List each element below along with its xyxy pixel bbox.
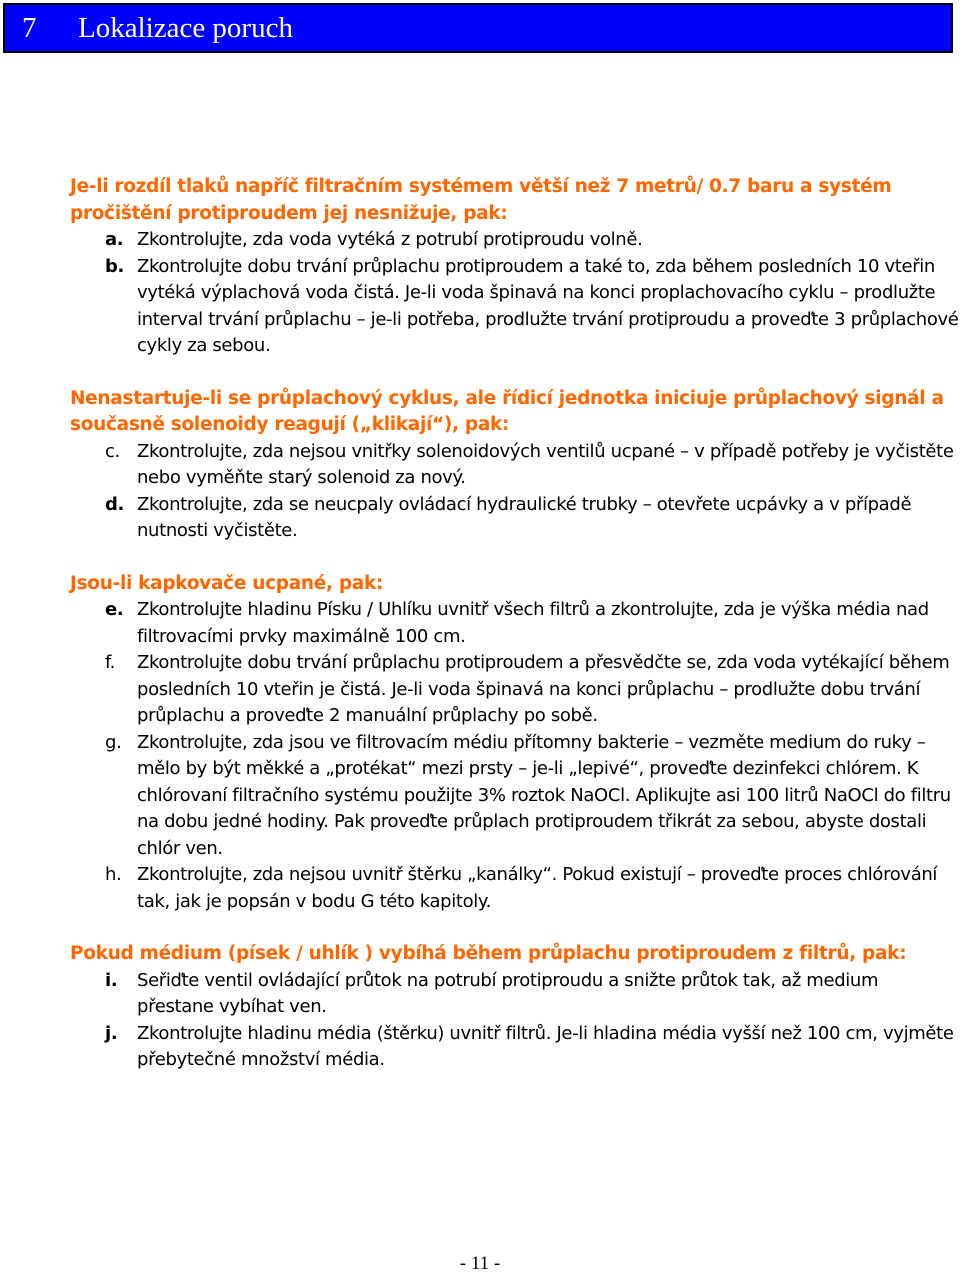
list-item-text: Zkontrolujte, zda se neucpaly ovládací hydraulické trubky – otevřete ucpávky a v případě nutnosti vyčistěte. bbox=[137, 493, 912, 541]
page-number: - 11 - bbox=[459, 1253, 501, 1274]
chapter-number: 7 bbox=[22, 12, 37, 44]
list-item bbox=[70, 439, 960, 492]
list-item-label: e. bbox=[105, 599, 124, 620]
list-item-label: h. bbox=[105, 864, 122, 885]
list-item-label: g. bbox=[105, 731, 122, 753]
list-item bbox=[70, 227, 960, 254]
list-item-label: c. bbox=[105, 440, 120, 462]
section-heading: Pokud médium (písek / uhlík ) vybíhá během průplachu protiproudem z filtrů, pak: bbox=[70, 943, 907, 964]
list-item-text: Zkontrolujte, zda voda vytéká z potrubí protiproudu volně. bbox=[137, 229, 643, 250]
list-item-text: Zkontrolujte dobu trvání průplachu protiproudem a také to, zda během posledních 10 vteřin vytéká výplachová voda čistá. Je-li voda špinavá na konci proplachovacího cyklu – prodlužte interval trvání průplachu – je-li potřeba, prodlužte trvání protiproudu a proveďte 3 průplachové cykly za sebou. bbox=[137, 255, 959, 356]
list-item bbox=[70, 968, 960, 1021]
list-item bbox=[70, 254, 960, 360]
list-item-label: i. bbox=[105, 969, 118, 991]
section-heading: Je-li rozdíl tlaků napříč filtračním systémem větší než 7 metrů/ 0.7 baru a systém pročištění protiproudem jej nesnižuje, pak: bbox=[70, 176, 892, 224]
section-heading: Nenastartuje-li se průplachový cyklus, ale řídicí jednotka iniciuje průplachový signál a současně solenoidy reagují („klikají“), pak: bbox=[70, 387, 944, 435]
list-item bbox=[70, 650, 960, 730]
list-item-text: Zkontrolujte, zda jsou ve filtrovacím médiu přítomny bakterie – vezměte medium do ruky – mělo by být měkké a „protékat“ mezi prsty – je-li „lepivé“, proveďte dezinfekci chlórem. K chlórovaní filtračního systému použijte 3% roztok NaOCl. Aplikujte asi 100 litrů NaOCl do filtru na dobu jedné hodiny. Pak proveďte průplach protiproudem třikrát za sebou, abyste dostali chlór ven. bbox=[137, 731, 951, 859]
document-body bbox=[70, 174, 960, 1074]
list-item-text: Zkontrolujte hladinu Písku / Uhlíku uvnitř všech filtrů a zkontrolujte, zda je výška média nad filtrovacími prvky maximálně 100 cm. bbox=[137, 599, 929, 647]
list-item-text: Zkontrolujte, zda nejsou uvnitř štěrku „kanálky“. Pokud existují – proveďte proces chlórování tak, jak je popsán v bodu G této kapitoly. bbox=[137, 864, 938, 912]
list-item-label: b. bbox=[105, 255, 125, 277]
list-item-label: a. bbox=[105, 229, 124, 250]
section-heading: Jsou-li kapkovače ucpané, pak: bbox=[70, 572, 384, 594]
list-item-text: Seřiďte ventil ovládající průtok na potrubí protiproudu a snižte průtok tak, až medium přestane vybíhat ven. bbox=[137, 969, 879, 1017]
list-item-label: d. bbox=[105, 493, 125, 515]
list-item bbox=[70, 492, 960, 545]
list-item-text: Zkontrolujte dobu trvání průplachu protiproudem a přesvědčte se, zda voda vytékající během posledních 10 vteřin je čistá. Je-li voda špinavá na konci průplachu – prodlužte dobu trvání průplachu a proveďte 2 manuální průplachy po sobě. bbox=[137, 652, 950, 726]
list-item-text: Zkontrolujte, zda nejsou vnitřky solenoidových ventilů ucpané – v případě potřeby je vyčistěte nebo vyměňte starý solenoid za nový. bbox=[137, 440, 954, 488]
list-item bbox=[70, 862, 960, 915]
chapter-title: Lokalizace poruch bbox=[78, 12, 293, 44]
list-item-text: Zkontrolujte hladinu média (štěrku) uvnitř filtrů. Je-li hladina média vyšší než 100 cm, vyjměte přebytečné množství média. bbox=[137, 1022, 954, 1070]
list-item bbox=[70, 730, 960, 863]
list-item-label: f. bbox=[105, 652, 116, 673]
list-item bbox=[70, 597, 960, 650]
list-item-label: j. bbox=[105, 1022, 118, 1044]
chapter-title-bar bbox=[3, 3, 953, 53]
list-item bbox=[70, 1021, 960, 1074]
